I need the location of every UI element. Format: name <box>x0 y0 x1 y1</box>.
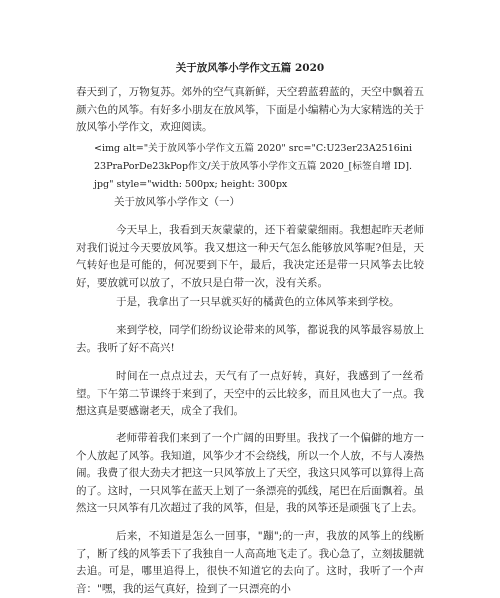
image-code-text: <img alt="关于放风筝小学作文五篇 2020" src="C:U23er23A2516ini23PraPorDe23kPop作文/关于放风筝小学作文五篇 2020_[标签自增 ID].jpg" style="width: 500px; height: 300px <box>94 143 412 190</box>
intro-paragraph: 春天到了，万物复苏。郊外的空气真新鲜，天空碧蓝碧蓝的，天空中飘着五颜六色的风筝。有好多小朋友在放风筝，下面是小编精心为大家精选的关于放风筝小学作文，欢迎阅读。 <box>76 86 424 133</box>
paragraph-2: 于是，我拿出了一只早就买好的橘黄色的立体风筝来到学校。 <box>116 296 400 308</box>
paragraph-1: 今天早上，我看到天灰蒙蒙的，还下着蒙蒙细雨。我想起昨天老师对我们说过今天要放风筝。我又想这一种天气怎么能够放风筝呢?但是，天气转好也是可能的，何况要到下午，最后，我决定还是带一只风筝去比较好，要放就可以放了，不放只是白带一次，没有关系。 <box>76 224 424 289</box>
section-title: 关于放风筝小学作文（一） <box>114 196 240 208</box>
paragraph-4: 时间在一点点过去，天气有了一点好转，真好，我感到了一丝希望。下午第二节课终于来到了，天空中的云比较多，而且风也大了一点。我想这真是要感谢老天，成全了我们。 <box>76 370 424 417</box>
paragraph-6: 后来，不知道是怎么一回事，"蹦";的一声，我放的风筝上的线断了，断了线的风筝丢下了我独自一人高高地飞走了。我心急了，立刻拔腿就去追。可是，哪里追得上，很快不知道它的去向了。这时，我听了一个声音："嘿，我的运气真好，捡到了一只漂亮的小 <box>76 530 424 595</box>
paragraph-5: 老师带着我们来到了一个广阔的田野里。我找了一个偏僻的地方一个人放起了风筝。我知道，风筝少才不会绕线，所以一个人放，不与人凑热闹。我费了很大劲夫才把这一只风筝放上了天空，我这只风筝可以算得上高的了。这时，一只风筝在蓝天上划了一条漂亮的弧线，尾巴在后面飘着。虽然这一只风筝有几次超过了我的风筝，但是，我的风筝还是顽强飞了上去。 <box>76 432 424 514</box>
paragraph-3: 来到学校，同学们纷纷议论带来的风筝，都说我的风筝最容易放上去。我听了好不高兴! <box>76 324 424 354</box>
document-title: 关于放风筝小学作文五篇 2020 <box>175 62 325 74</box>
